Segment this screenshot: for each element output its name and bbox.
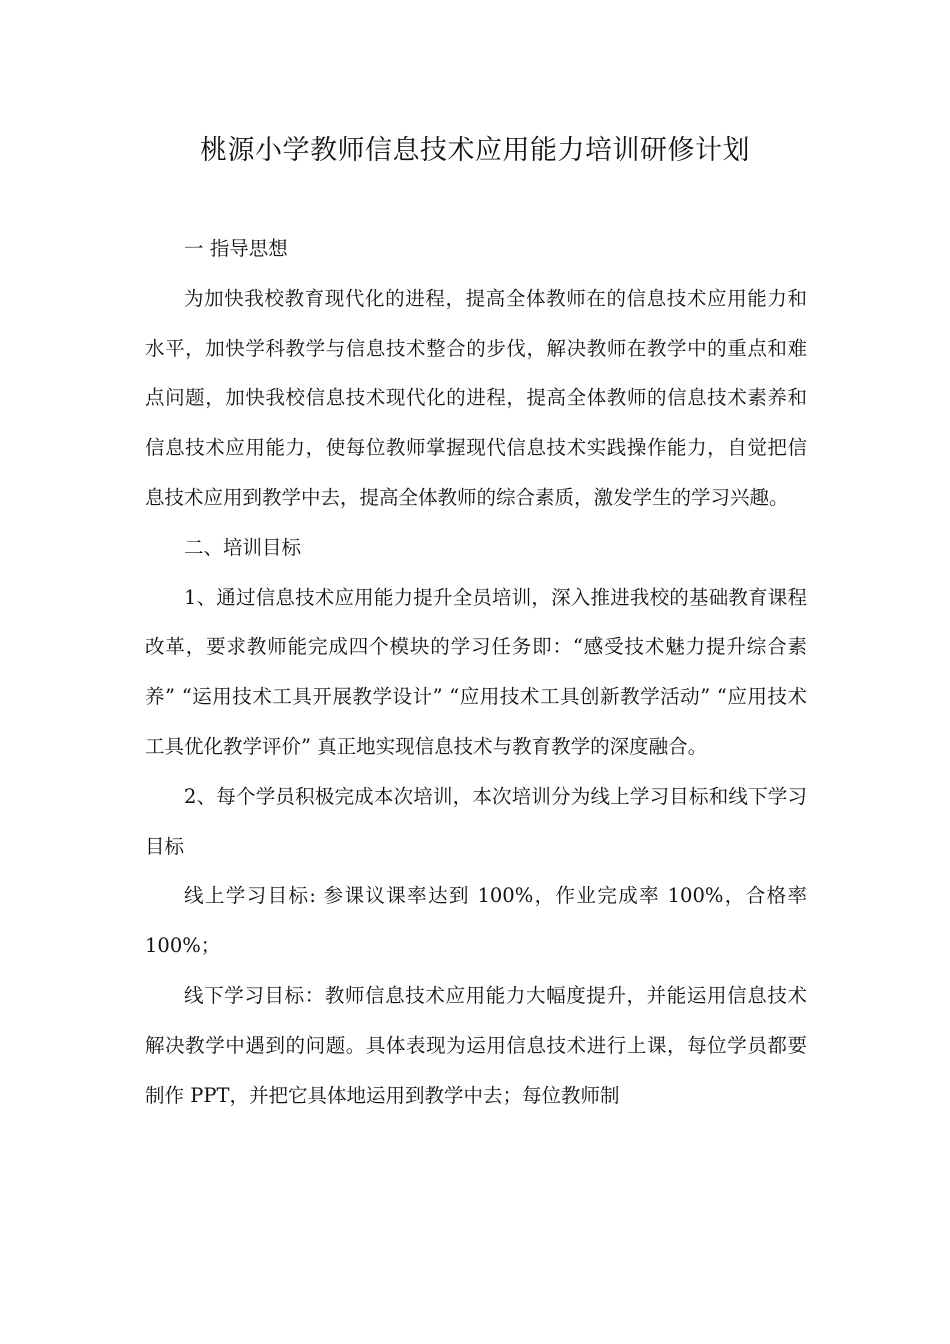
paragraph-guiding-ideology: 为加快我校教育现代化的进程，提高全体教师在的信息技术应用能力和水平，加快学科教学与信息技术整合的步伐，解决教师在教学中的重点和难点问题，加快我校信息技术现代化的进程，提高全体教师的信息技术素养和信息技术应用能力，使每位教师掌握现代信息技术实践操作能力，自觉把信息技术应用到教学中去，提高全体教师的综合素质，激发学生的学习兴趣。 [145, 286, 807, 509]
paragraph-goal-1: 1、通过信息技术应用能力提升全员培训，深入推进我校的基础教育课程改革，要求教师能完成四个模块的学习任务即：“感受技术魅力提升综合素养” “运用技术工具开展教学设计” “应用技术工具创新教学活动” “应用技术工具优化教学评价” 真正地实现信息技术与教育教学的深度融合。 [145, 585, 807, 758]
paragraph-goal-2: 2、每个学员积极完成本次培训，本次培训分为线上学习目标和线下学习目标 [145, 784, 807, 858]
paragraph-online-goal: 线上学习目标: 参课议课率达到 100%，作业完成率 100%，合格率 100%； [145, 884, 807, 958]
paragraph-offline-goal: 线下学习目标：教师信息技术应用能力大幅度提升，并能运用信息技术解决教学中遇到的问题。具体表现为运用信息技术进行上课，每位学员都要制作 PPT，并把它具体地运用到教学中去；每位教师制 [145, 983, 807, 1107]
section-heading-guiding-ideology: 一 指导思想 [184, 237, 288, 260]
section-heading-training-goals: 二、培训目标 [184, 535, 302, 559]
document-title: 桃源小学教师信息技术应用能力培训研修计划 [200, 135, 750, 166]
document-body [145, 224, 807, 1120]
